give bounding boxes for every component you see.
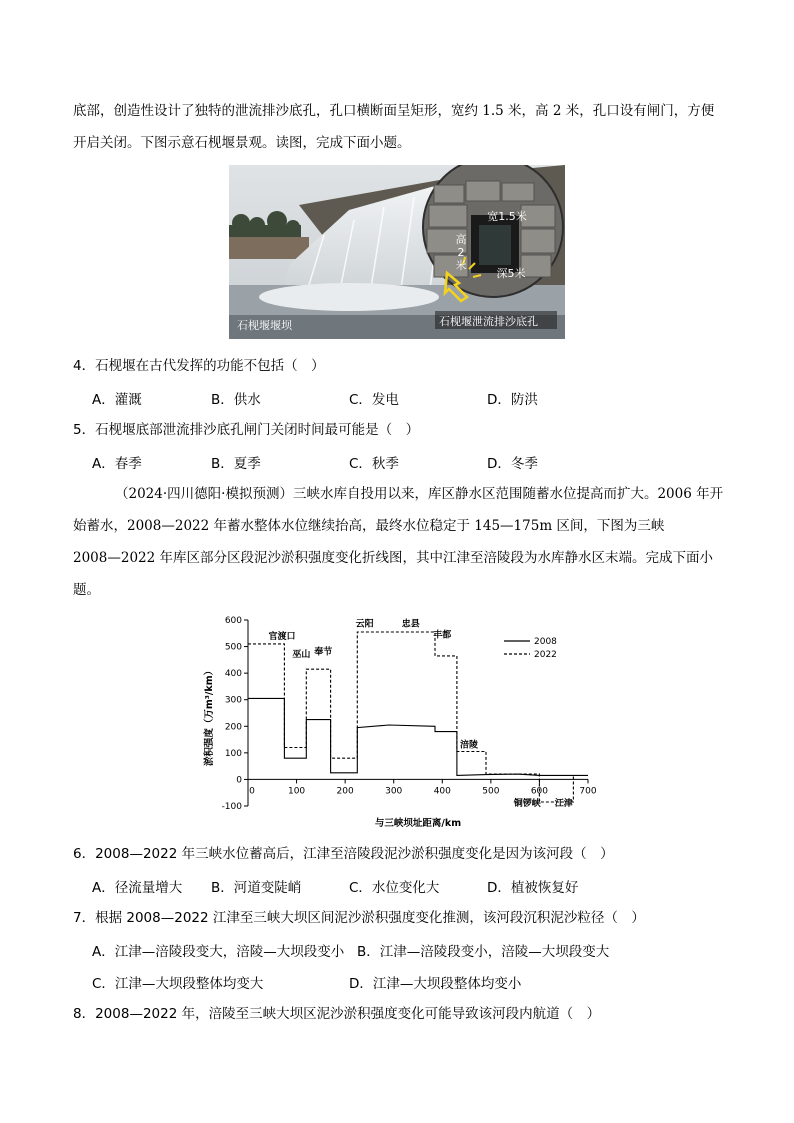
y-tick-label-3: 200: [224, 722, 242, 733]
station-label-5: 丰都: [433, 630, 452, 641]
passage-2-line-1: （2024·四川德阳·模拟预测）三峡水库自投用以来，库区静水区范围随蓄水位提高而扩大。2006 年开: [115, 486, 724, 502]
q5-option-a[interactable]: A．春季: [92, 456, 142, 472]
right-photo-caption: 石枧堰泄流排沙底孔: [439, 315, 538, 328]
question-8-stem: 8．2008—2022 年，涪陵至三峡大坝区泥沙淤积强度变化可能导致该河段内航道（ ）: [73, 1006, 601, 1022]
height-label-3: 米: [455, 259, 467, 272]
station-label-2: 奉节: [314, 647, 333, 658]
weir-photo-drawing: [229, 165, 565, 339]
y-axis-label: 淤积强度（万m³/km）: [204, 665, 215, 767]
series-2008-line: [248, 698, 588, 775]
depth-label: 深5米: [496, 267, 526, 280]
y-tick-label-1: 0: [236, 775, 242, 786]
q4-option-a[interactable]: A．灌溉: [92, 392, 142, 408]
q4-option-c[interactable]: C．发电: [349, 392, 399, 408]
intro-line-2: 开启关闭。下图示意石枧堰景观。读图，完成下面小题。: [73, 135, 411, 151]
q6-option-c[interactable]: C．水位变化大: [349, 880, 440, 896]
q5-option-b[interactable]: B．夏季: [211, 456, 261, 472]
station-label-1: 巫山: [292, 650, 311, 661]
q6-option-a[interactable]: A．径流量增大: [92, 880, 183, 896]
q6-option-b[interactable]: B．河道变陡峭: [211, 880, 302, 896]
q7-option-d[interactable]: D．江津—大坝段整体均变小: [349, 976, 522, 992]
y-tick-label-4: 300: [224, 695, 242, 706]
legend-2008-label: 2008: [534, 637, 557, 647]
chart-legend: [504, 637, 557, 660]
q7-option-c[interactable]: C．江津—大坝段整体均变大: [92, 976, 264, 992]
station-label-4: 忠县: [401, 619, 420, 630]
y-tick-label-2: 100: [224, 748, 242, 759]
station-label-8: 江津: [554, 799, 573, 809]
x-tick-label-7: 700: [579, 786, 597, 797]
question-6-stem: 6．2008—2022 年三峡水位蓄高后，江津至涪陵段泥沙淤积强度变化是因为该河段（ ）: [73, 846, 614, 862]
station-label-6: 涪陵: [459, 740, 479, 751]
y-tick-label-0: -100: [221, 802, 242, 812]
q7-option-b[interactable]: B．江津—涪陵段变小，涪陵—大坝段变大: [357, 944, 610, 960]
q4-option-d[interactable]: D．防洪: [487, 392, 538, 408]
y-tick-label-5: 400: [224, 669, 242, 680]
shijian-weir-photo: [229, 165, 565, 339]
y-tick-label-7: 600: [224, 616, 242, 626]
left-photo-caption: 石枧堰堰坝: [237, 319, 292, 332]
question-5-stem: 5．石枧堰底部泄流排沙底孔闸门关闭时间最可能是（ ）: [73, 422, 420, 438]
passage-2-line-4: 题。: [73, 582, 100, 598]
height-label-1: 高: [455, 233, 467, 246]
intro-line-1: 底部，创造性设计了独特的泄流排沙底孔，孔口横断面呈矩形，宽约 1.5 米，高 2 米，孔口设有闸门，方便: [73, 103, 715, 119]
q7-option-a[interactable]: A．江津—涪陵段变大，涪陵—大坝段变小: [92, 944, 345, 960]
x-tick-label-2: 200: [336, 786, 354, 797]
sediment-chart: [200, 606, 600, 831]
width-label: 宽1.5米: [487, 210, 527, 223]
question-4-stem: 4．石枧堰在古代发挥的功能不包括（ ）: [73, 358, 325, 374]
passage-2-line-2: 始蓄水，2008—2022 年蓄水整体水位继续抬高，最终水位稳定于 145—175m 区间，下图为三峡: [73, 518, 665, 534]
q4-option-b[interactable]: B．供水: [211, 392, 261, 408]
q6-option-d[interactable]: D．植被恢复好: [487, 880, 579, 896]
q5-option-c[interactable]: C．秋季: [349, 456, 399, 472]
station-label-0: 官渡口: [268, 632, 296, 643]
q5-option-d[interactable]: D．冬季: [487, 456, 538, 472]
x-tick-label-0: 0: [249, 786, 255, 797]
x-axis-label: 与三峡坝址距离/km: [374, 818, 462, 829]
x-tick-label-3: 300: [385, 786, 403, 797]
question-7-stem: 7．根据 2008—2022 江津至三峡大坝区间泥沙淤积强度变化推测，该河段沉积泥沙粒径（ ）: [73, 910, 645, 926]
station-label-7: 铜锣峡: [513, 799, 541, 809]
station-label-3: 云阳: [355, 619, 374, 630]
sediment-chart-svg: [200, 606, 600, 831]
legend-2022-label: 2022: [534, 650, 557, 660]
x-tick-label-1: 100: [287, 786, 306, 797]
x-tick-label-6: 600: [530, 786, 549, 797]
y-tick-label-6: 500: [224, 642, 242, 653]
x-tick-label-4: 400: [433, 786, 451, 797]
x-tick-label-5: 500: [482, 786, 500, 797]
passage-2-line-3: 2008—2022 年库区部分区段泥沙淤积强度变化折线图，其中江津至涪陵段为水库静水区末端。完成下面小: [73, 550, 714, 566]
height-label-2: 2: [457, 246, 465, 259]
